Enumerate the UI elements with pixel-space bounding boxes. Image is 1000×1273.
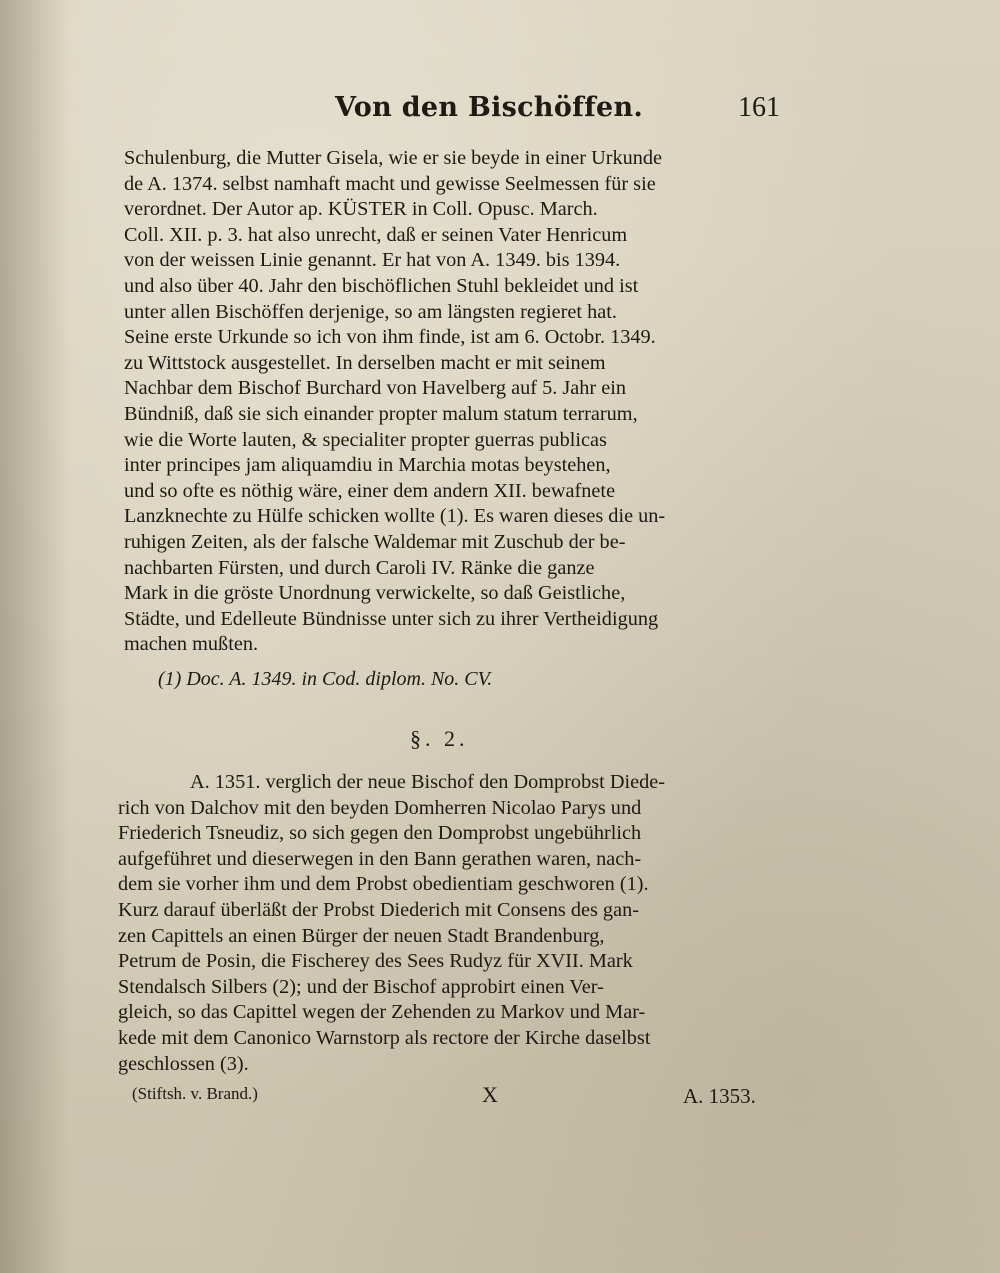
text-line: aufgeführet und dieserwegen in den Bann gerathen waren, nach- (118, 847, 642, 870)
footnote: (1) Doc. A. 1349. in Cod. diplom. No. CV. (158, 668, 493, 690)
text-line: kede mit dem Canonico Warnstorp als rectore der Kirche daselbst (118, 1026, 651, 1049)
text-line: Nachbar dem Bischof Burchard von Havelberg auf 5. Jahr ein (124, 377, 626, 400)
text-line: A. 1351. verglich der neue Bischof den Domprobst Diede- (190, 771, 665, 793)
text-line: inter principes jam aliquamdiu in Marchia motas beystehen, (124, 454, 611, 477)
text-line: verordnet. Der Autor ap. KÜSTER in Coll. Opusc. March. (124, 198, 598, 221)
paragraph-1 (124, 146, 784, 658)
text-line: Friederich Tsneudiz, so sich gegen den Domprobst ungebührlich (118, 822, 642, 845)
text-line: Mark in die gröste Unordnung verwickelte, so daß Geistliche, (124, 582, 626, 605)
paragraph-2 (118, 770, 786, 1077)
text-line: Städte, und Edelleute Bündnisse unter sich zu ihrer Vertheidigung (124, 607, 659, 630)
text-line: ruhigen Zeiten, als der falsche Waldemar mit Zuschub der be- (124, 530, 626, 553)
text-line: gleich, so das Capittel wegen der Zehenden zu Markov und Mar- (118, 1001, 646, 1024)
text-line: zen Capittels an einen Bürger der neuen Stadt Brandenburg, (118, 924, 605, 947)
text-line: Schulenburg, die Mutter Gisela, wie er sie beyde in einer Urkunde (124, 147, 663, 169)
signature-mark: X (482, 1082, 498, 1107)
catchline (0, 1084, 1000, 1114)
text-line: rich von Dalchov mit den beyden Domherren Nicolao Parys und (118, 796, 642, 819)
running-head (0, 92, 1000, 132)
page-number: 161 (738, 92, 780, 123)
section-heading: §. 2. (410, 726, 469, 751)
text-line: Petrum de Posin, die Fischerey des Sees Rudyz für XVII. Mark (118, 950, 633, 973)
text-line: geschlossen (3). (118, 1052, 249, 1075)
text-line: und so ofte es nöthig wäre, einer dem andern XII. bewafnete (124, 479, 616, 502)
text-line: von der weissen Linie genannt. Er hat von A. 1349. bis 1394. (124, 249, 621, 272)
running-title: Von den Bischöffen. (335, 92, 644, 123)
text-line: machen mußten. (124, 633, 259, 656)
text-line: Kurz darauf überläßt der Probst Diederich mit Consens des gan- (118, 898, 639, 921)
text-line: wie die Worte lauten, & specialiter propter guerras publicas (124, 428, 607, 451)
text-line: Lanzknechte zu Hülfe schicken wollte (1). Es waren dieses die un- (124, 505, 666, 528)
text-line: dem sie vorher ihm und dem Probst obedientiam geschworen (1). (118, 873, 649, 896)
text-line: und also über 40. Jahr den bischöflichen Stuhl bekleidet und ist (124, 274, 639, 297)
catchword: A. 1353. (683, 1084, 756, 1108)
text-line: unter allen Bischöffen derjenige, so am längsten regieret hat. (124, 300, 617, 323)
text-line: Stendalsch Silbers (2); und der Bischof approbirt einen Ver- (118, 975, 604, 998)
gutter-shadow (0, 0, 70, 1273)
text-line: nachbarten Fürsten, und durch Caroli IV. Ränke die ganze (124, 556, 595, 579)
text-line: Coll. XII. p. 3. hat also unrecht, daß er seinen Vater Henricum (124, 223, 628, 246)
text-line: zu Wittstock ausgestellet. In derselben macht er mit seinem (124, 351, 606, 374)
source-note: (Stiftsh. v. Brand.) (132, 1084, 258, 1103)
text-line: de A. 1374. selbst namhaft macht und gewisse Seelmessen für sie (124, 172, 656, 195)
text-line: Seine erste Urkunde so ich von ihm finde, ist am 6. Octobr. 1349. (124, 326, 656, 349)
text-line: Bündniß, daß sie sich einander propter malum statum terrarum, (124, 402, 638, 425)
